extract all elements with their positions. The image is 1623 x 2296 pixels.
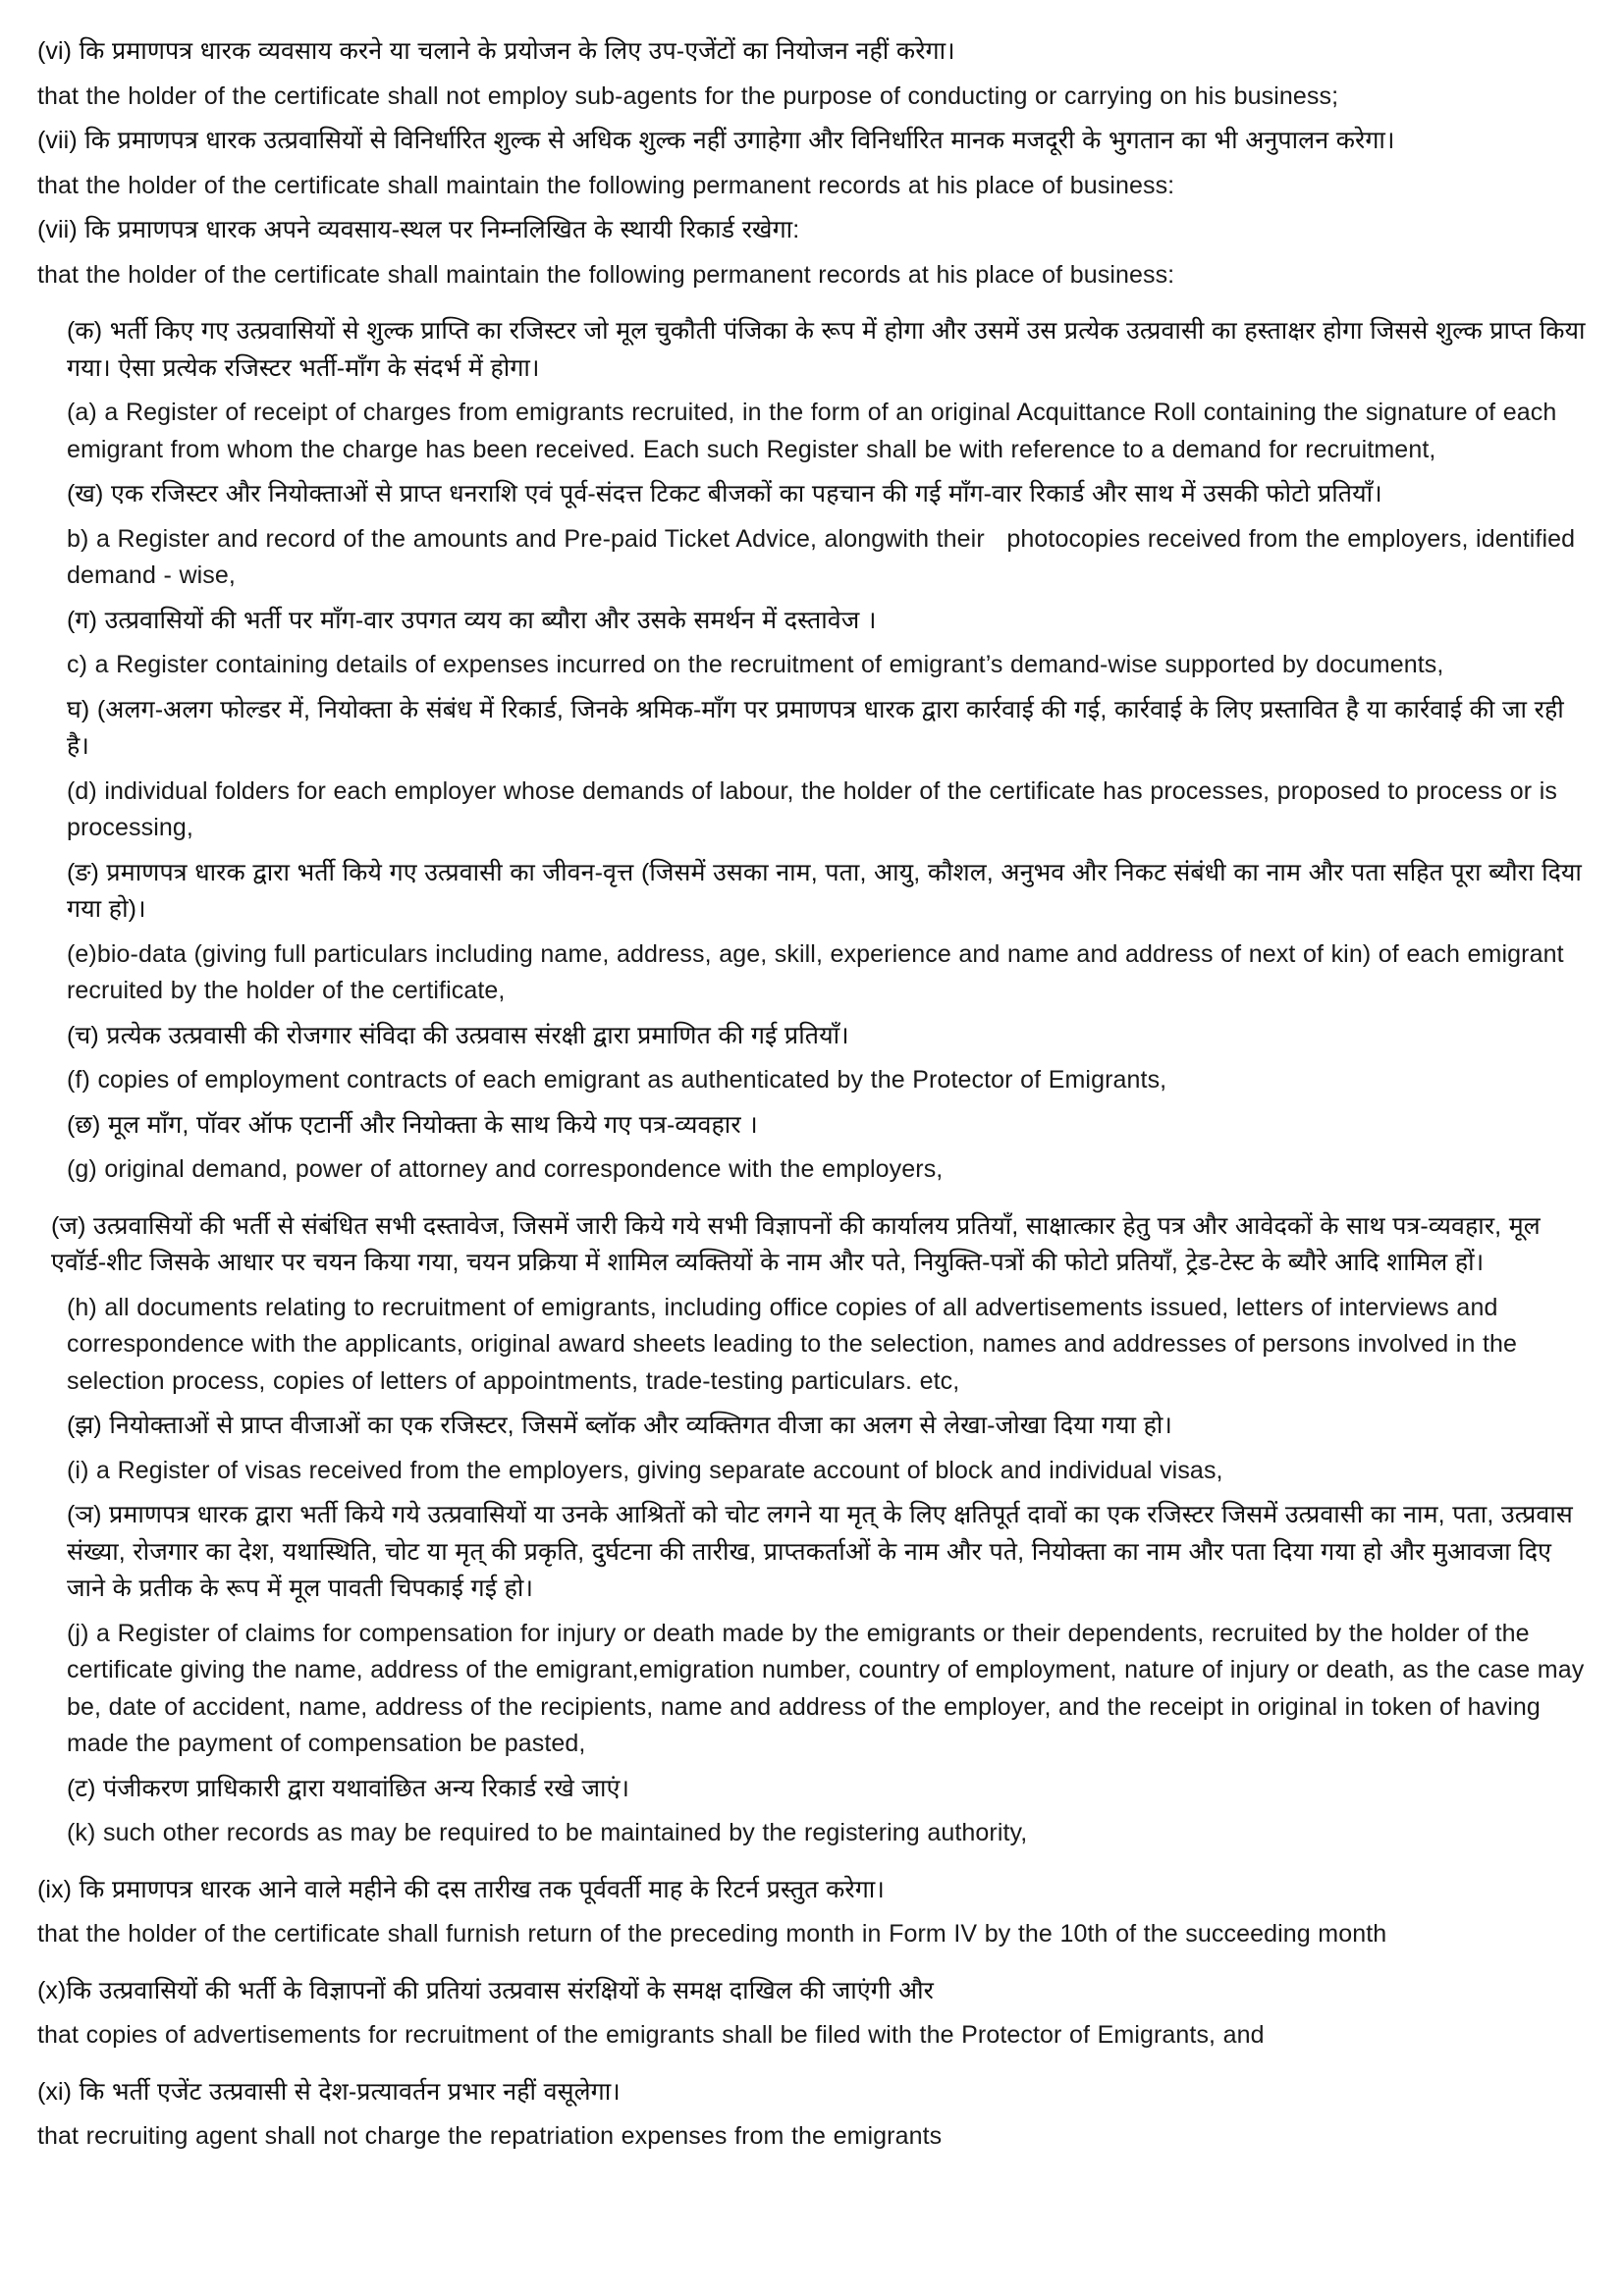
paragraph-list bbox=[37, 33, 1594, 2156]
paragraph-record-nga-hi: (ङ) प्रमाणपत्र धारक द्वारा भर्ती किये गए उत्प्रवासी का जीवन-वृत्त (जिसमें उसका नाम, पता, आयु, कौशल, अनुभव और निकट संबंधी का नाम और पता सहित पूरा ब्यौरा दिया गया हो)। bbox=[67, 858, 1590, 923]
paragraph-record-jha-hi: (झ) नियोक्ताओं से प्राप्त वीजाओं का एक रजिस्टर, जिसमें ब्लॉक और व्यक्तिगत वीजा का अलग से लेखा-जोखा दिया गया हो। bbox=[67, 1412, 1172, 1439]
paragraph-clause-x-en: that copies of advertisements for recruitment of the emigrants shall be filed with the Protector of Emigrants, and bbox=[37, 2021, 1265, 2049]
paragraph-record-chha-hi: (छ) मूल माँग, पॉवर ऑफ एटार्नी और नियोक्ता के साथ किये गए पत्र-व्यवहार । bbox=[67, 1110, 758, 1139]
paragraph-clause-x-hi: (x)कि उत्प्रवासियों की भर्ती के विज्ञापनों की प्रतियां उत्प्रवास संरक्षियों के समक्ष दाखिल की जाएंगी और bbox=[37, 1976, 934, 2004]
paragraph-clause-vi-en: that the holder of the certificate shall not employ sub-agents for the purpose of conducting or carrying on his business; bbox=[37, 81, 1339, 110]
paragraph-record-cha-hi: (च) प्रत्येक उत्प्रवासी की रोजगार संविदा की उत्प्रवास संरक्षी द्वारा प्रमाणित की गई प्रतियाँ। bbox=[67, 1021, 849, 1049]
paragraph-record-b-en: b) a Register and record of the amounts and Pre-paid Ticket Advice, alongwith their photocopies received from the employers, identified demand - wise, bbox=[67, 524, 1583, 589]
paragraph-record-nya-hi: (ञ) प्रमाणपत्र धारक द्वारा भर्ती किये गये उत्प्रवासियों या उनके आश्रितों को चोट लगने या मृत् के लिए क्षतिपूर्त दावों का एक रजिस्टर जिसमें उत्प्रवासी का नाम, पता, उत्प्रवास संख्या, रोजगार का देश, यथास्थिति, चोट या मृत् की प्रकृति, दुर्घटना की तारीख, प्राप्तकर्ताओं के नाम और पते, नियोक्ता का नाम और पता दिया गया हो और मुआवजा दिए जाने के प्रतीक के रूप में मूल पावती चिपकाई गई हो। bbox=[67, 1501, 1581, 1602]
paragraph-clause-vi-hi: (vi) कि प्रमाणपत्र धारक व्यवसाय करने या चलाने के प्रयोजन के लिए उप-एजेंटों का नियोजन नहीं करेगा। bbox=[37, 37, 955, 65]
paragraph-clause-ix-hi: (ix) कि प्रमाणपत्र धारक आने वाले महीने की दस तारीख तक पूर्ववर्ती माह के रिटर्न प्रस्तुत करेगा। bbox=[37, 1875, 885, 1903]
paragraph-record-kha-hi: (ख) एक रजिस्टर और नियोक्ताओं से प्राप्त धनराशि एवं पूर्व-संदत्त टिकट बीजकों का पहचान की गई माँग-वार रिकार्ड और साथ में उसकी फोटो प्रतियाँ। bbox=[67, 480, 1382, 507]
paragraph-record-i-en: (i) a Register of visas received from the employers, giving separate account of block and individual visas, bbox=[67, 1456, 1223, 1484]
paragraph-record-gha-hi: घ) (अलग-अलग फोल्डर में, नियोक्ता के संबंध में रिकार्ड, जिनके श्रमिक-माँग पर प्रमाणपत्र धारक द्वारा कार्रवाई की गई, कार्रवाई के लिए प्रस्तावित है या कार्रवाई की जा रही है। bbox=[67, 695, 1572, 760]
paragraph-clause-vii2-hi: (vii) कि प्रमाणपत्र धारक अपने व्यवसाय-स्थल पर निम्नलिखित के स्थायी रिकार्ड रखेगा: bbox=[37, 216, 800, 243]
paragraph-record-tta-hi: (ट) पंजीकरण प्राधिकारी द्वारा यथावांछित अन्य रिकार्ड रखे जाएं। bbox=[67, 1774, 630, 1802]
paragraph-record-k-en: (k) such other records as may be required to be maintained by the registering authority, bbox=[67, 1819, 1028, 1846]
paragraph-record-g-en: (g) original demand, power of attorney and correspondence with the employers, bbox=[67, 1155, 944, 1183]
paragraph-record-j-en: (j) a Register of claims for compensation for injury or death made by the emigrants or their dependents, recruited by the holder of the certificate giving the name, address of the emigrant,emigration number, country of employment, nature of injury or death, as the case may be, date of accident, name, address of the recipients, name and address of the employer, and the receipt in original in token of having made the payment of compensation be pasted, bbox=[67, 1619, 1592, 1757]
paragraph-record-ga-hi: (ग) उत्प्रवासियों की भर्ती पर माँग-वार उपगत व्यय का ब्यौरा और उसके समर्थन में दस्तावेज । bbox=[67, 606, 877, 634]
paragraph-clause-xi-hi: (xi) कि भर्ती एजेंट उत्प्रवासी से देश-प्रत्यावर्तन प्रभार नहीं वसूलेगा। bbox=[37, 2077, 621, 2106]
paragraph-record-h-en: (h) all documents relating to recruitment of emigrants, including office copies of all advertisements issued, letters of interviews and correspondence with the applicants, original award sheets leading to the selection, names and addresses of persons involved in the selection process, copies of letters of appointments, trade-testing particulars. etc, bbox=[67, 1293, 1525, 1395]
paragraph-record-c-en: c) a Register containing details of expenses incurred on the recruitment of emigrant’s demand-wise supported by documents, bbox=[67, 651, 1444, 678]
paragraph-record-ja-hi: (ज) उत्प्रवासियों की भर्ती से संबंधित सभी दस्तावेज, जिसमें जारी किये गये सभी विज्ञापनों की कार्यालय प्रतियाँ, साक्षात्कार हेतु पत्र और आवेदकों के साथ पत्र-व्यवहार, मूल एवॉर्ड-शीट जिसके आधार पर चयन किया गया, चयन प्रक्रिया में शामिल व्यक्तियों के नाम और पते, नियुक्ति-पत्रों की फोटो प्रतियाँ, ट्रेड-टेस्ट के ब्यौरे आदि शामिल हों। bbox=[51, 1211, 1548, 1276]
paragraph-record-a-en: (a) a Register of receipt of charges from emigrants recruited, in the form of an original Acquittance Roll containing the signature of each emigrant from whom the charge has been received. Each such Register shall be with reference to a demand for recruitment, bbox=[67, 399, 1564, 463]
paragraph-clause-vii-en: that the holder of the certificate shall maintain the following permanent records at his place of business: bbox=[37, 171, 1175, 199]
paragraph-record-ka-hi: (क) भर्ती किए गए उत्प्रवासियों से शुल्क प्राप्ति का रजिस्टर जो मूल चुकौती पंजिका के रूप में होगा और उसमें उस प्रत्येक उत्प्रवासी का हस्ताक्षर होगा जिससे शुल्क प्राप्त किया गया। ऐसा प्रत्येक रजिस्टर भर्ती-माँग के संदर्भ में होगा। bbox=[67, 317, 1594, 382]
paragraph-record-d-en: (d) individual folders for each employer whose demands of labour, the holder of the certificate has processes, proposed to process or is processing, bbox=[67, 776, 1565, 841]
paragraph-clause-xi-en: that recruiting agent shall not charge the repatriation expenses from the emigrants bbox=[37, 2122, 943, 2150]
paragraph-clause-vii-hi: (vii) कि प्रमाणपत्र धारक उत्प्रवासियों से विनिर्धारित शुल्क से अधिक शुल्क नहीं उगाहेगा और विनिर्धारित मानक मजदूरी के भुगतान का भी अनुपालन करेगा। bbox=[37, 127, 1395, 154]
paragraph-clause-ix-en: that the holder of the certificate shall furnish return of the preceding month in Form IV by the 10th of the succeeding month bbox=[37, 1920, 1387, 1948]
paragraph-record-e-en: (e)bio-data (giving full particulars including name, address, age, skill, experience and name and address of next of kin) of each emigrant recruited by the holder of the certificate, bbox=[67, 939, 1572, 1004]
paragraph-clause-vii2-en: that the holder of the certificate shall maintain the following permanent records at his place of business: bbox=[37, 260, 1175, 289]
paragraph-record-f-en: (f) copies of employment contracts of each emigrant as authenticated by the Protector of Emigrants, bbox=[67, 1066, 1167, 1094]
